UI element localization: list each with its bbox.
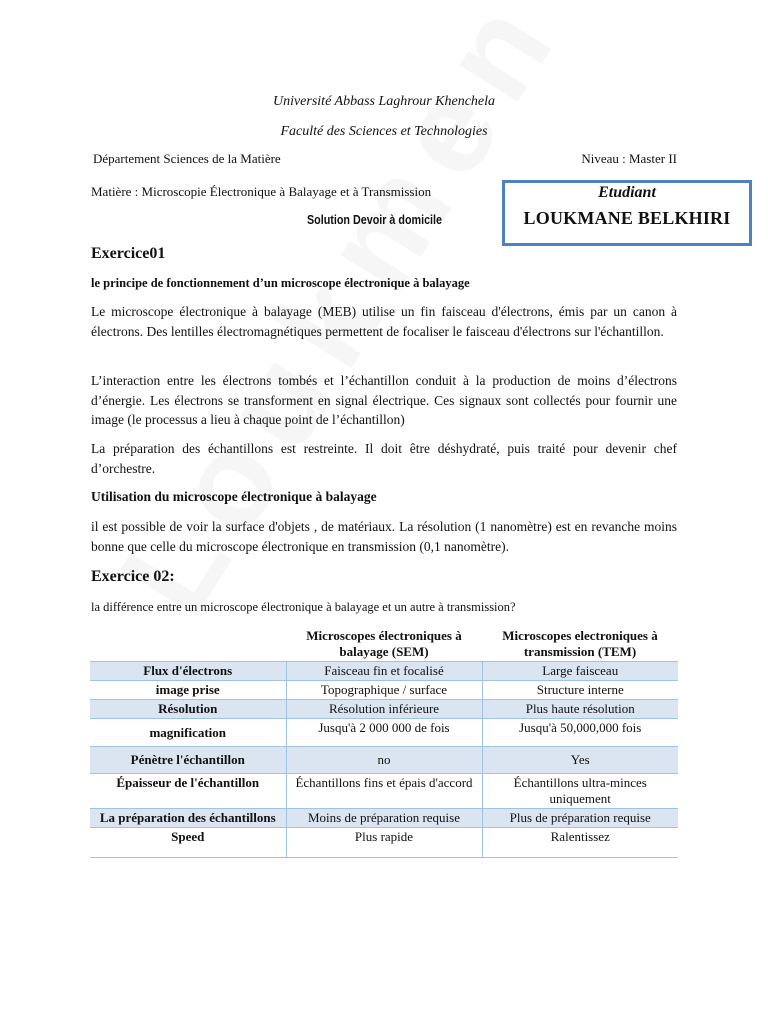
student-label: Etudiant: [598, 184, 656, 201]
row-label: Épaisseur de l'échantillon: [90, 774, 286, 809]
university-name: Université Abbass Laghrour Khenchela: [272, 94, 496, 109]
sem-cell: Moins de préparation requise: [286, 809, 482, 828]
table-header-tem: Microscopes electroniques à transmission (TEM): [482, 627, 678, 662]
exercise2-question: la différence entre un microscope électronique à balayage et un autre à transmission?: [91, 600, 516, 614]
tem-cell: Ralentissez: [482, 828, 678, 858]
sem-cell: Échantillons fins et épais d'accord: [286, 774, 482, 809]
tem-cell: Yes: [482, 747, 678, 774]
table-row: [90, 719, 678, 747]
row-label: La préparation des échantillons: [90, 809, 286, 828]
tem-cell: Échantillons ultra-minces uniquement: [482, 774, 678, 809]
sem-cell: Plus rapide: [286, 828, 482, 858]
tem-cell: Structure interne: [482, 681, 678, 700]
usage-text: il est possible de voir la surface d'objets , de matériaux. La résolution (1 nanomètre) est en revanche moins bonne que celle du microscope électronique en transmission (0,1 nanomètre).: [91, 519, 677, 554]
table-row: [90, 681, 678, 700]
subject: Matière : Microscopie Électronique à Balayage et à Transmission: [91, 184, 432, 199]
paragraph-1: Le microscope électronique à balayage (MEB) utilise un fin faisceau d'électrons, émis par un canon à électrons. Des lentilles électromagnétiques permettent de focaliser le faisceau d'électrons sur l'échantillon.: [91, 304, 677, 339]
row-label: Flux d'électrons: [90, 662, 286, 681]
faculty-name: Faculté des Sciences et Technologies: [280, 124, 488, 139]
row-label: Résolution: [90, 700, 286, 719]
row-label: Pénètre l'échantillon: [90, 747, 286, 774]
row-label: image prise: [90, 681, 286, 700]
table-row: [90, 747, 678, 774]
level: Niveau : Master II: [581, 151, 677, 166]
tem-cell: Large faisceau: [482, 662, 678, 681]
sem-cell: Topographique / surface: [286, 681, 482, 700]
table-header-sem: Microscopes électroniques à balayage (SEM): [286, 627, 482, 662]
paragraph-3: La préparation des échantillons est restreinte. Il doit être déshydraté, puis traité pour devenir chef d’orchestre.: [91, 441, 677, 476]
solution-title: Solution Devoir à domicile: [307, 213, 443, 227]
table-row: [90, 774, 678, 809]
table-header-row: [90, 627, 678, 662]
row-label: Speed: [90, 828, 286, 858]
tem-cell: Jusqu'à 50,000,000 fois: [482, 719, 678, 747]
sem-cell: Jusqu'à 2 000 000 de fois: [286, 719, 482, 747]
sem-cell: no: [286, 747, 482, 774]
tem-cell: Plus haute résolution: [482, 700, 678, 719]
table-row: [90, 828, 678, 858]
comparison-table: [90, 627, 678, 858]
paragraph-2: L’interaction entre les électrons tombés et l’échantillon conduit à la production de moins d’électrons d’énergie. Les électrons se transforment en signal électrique. Ces signaux sont collectés pour fournir une image (le processus a lieu à chaque point de l’échantillon): [91, 373, 677, 427]
exercise1-title: Exercice01: [91, 245, 166, 262]
sem-cell: Résolution inférieure: [286, 700, 482, 719]
table-header-blank: [90, 627, 286, 662]
table-row: [90, 809, 678, 828]
exercise2-title: Exercice 02:: [91, 568, 175, 585]
sem-cell: Faisceau fin et focalisé: [286, 662, 482, 681]
department: Département Sciences de la Matière: [93, 151, 281, 166]
student-name: LOUKMANE BELKHIRI: [523, 208, 731, 228]
table-row: [90, 700, 678, 719]
exercise1-subtitle: le principe de fonctionnement d’un microscope électronique à balayage: [91, 276, 470, 290]
student-box: [502, 180, 752, 246]
row-label: magnification: [90, 719, 286, 747]
tem-cell: Plus de préparation requise: [482, 809, 678, 828]
table-row: [90, 662, 678, 681]
usage-title: Utilisation du microscope électronique à balayage: [91, 489, 377, 504]
